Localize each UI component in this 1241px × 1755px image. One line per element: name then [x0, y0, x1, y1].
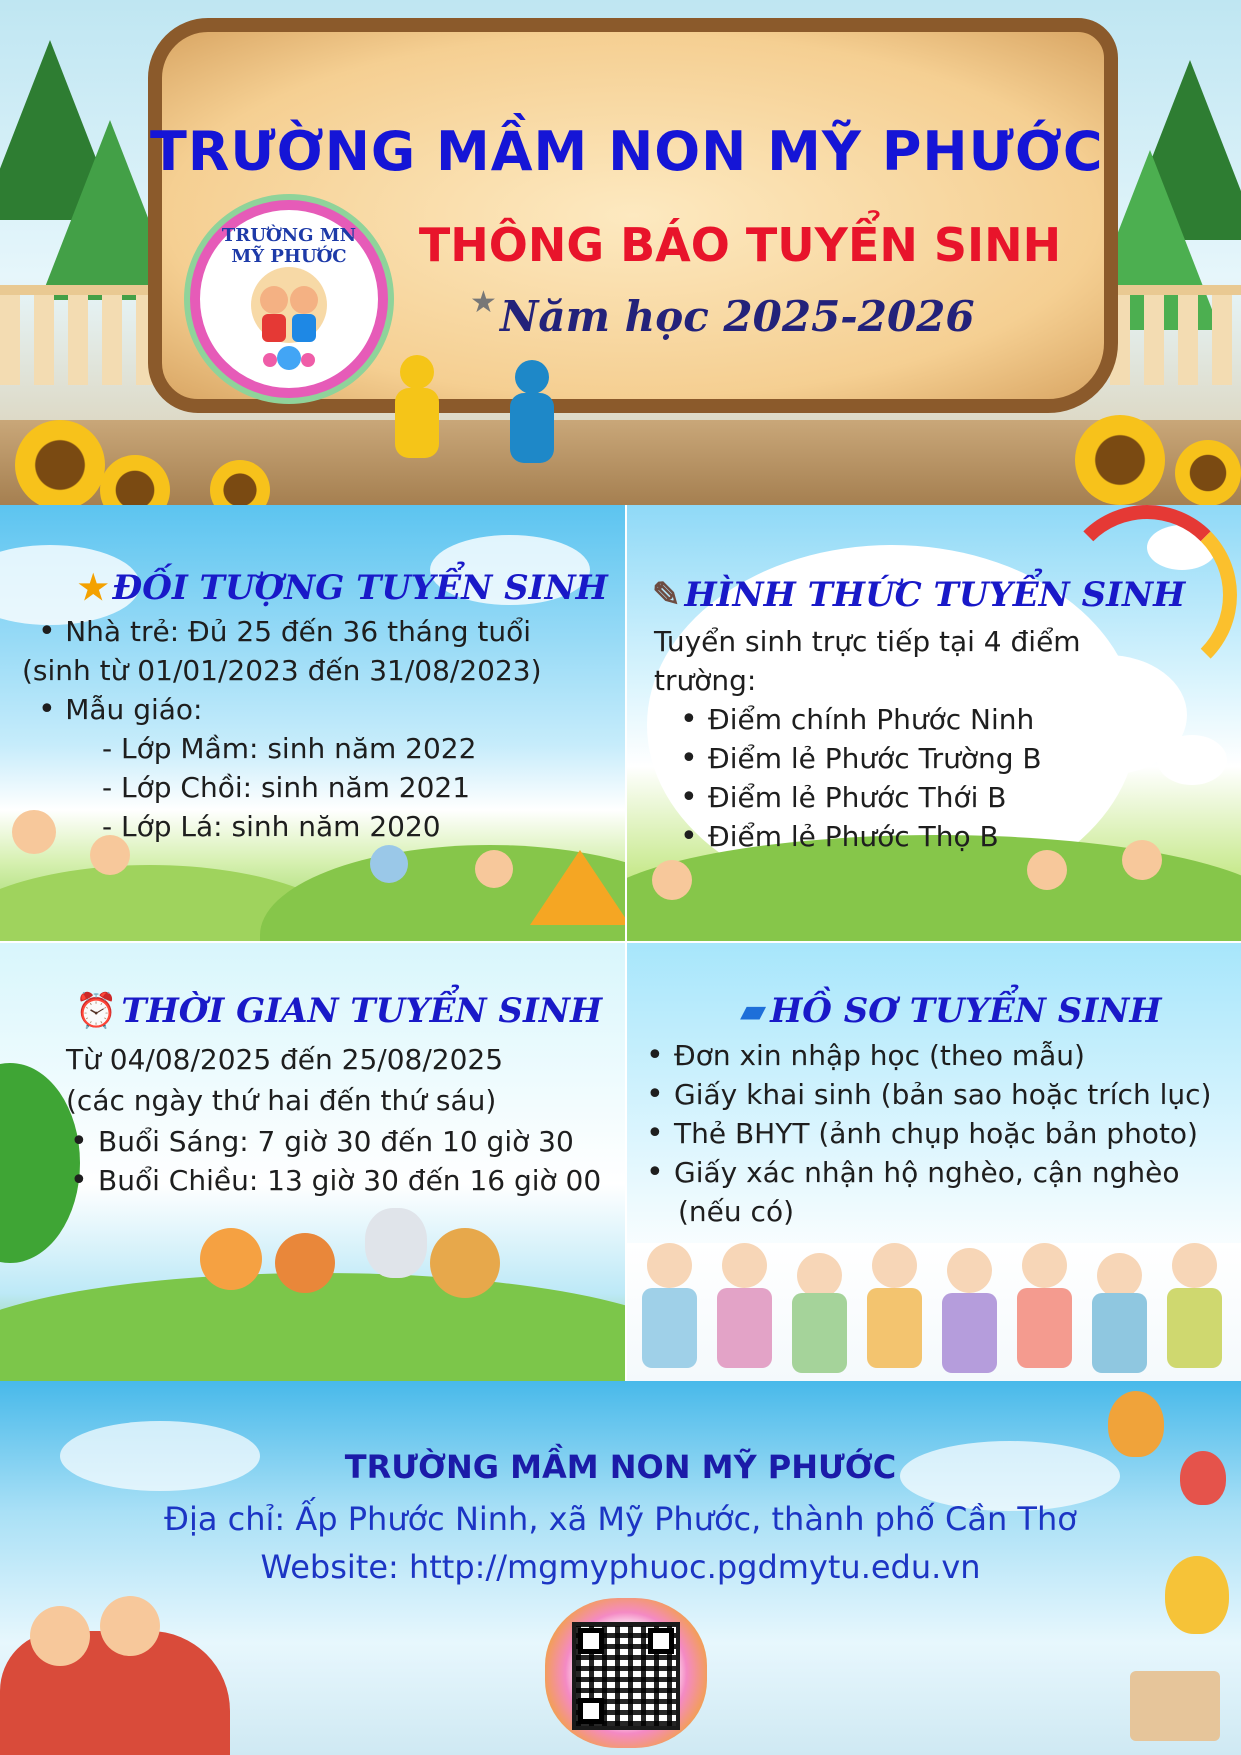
alarm-clock-icon: ⏰ [75, 991, 118, 1031]
footer-school-name: TRƯỜNG MẦM NON MỸ PHƯỚC [344, 1448, 897, 1486]
sunflower-decoration [1175, 440, 1241, 505]
tiger-icon [200, 1228, 262, 1290]
logo-text: TRƯỜNG MN MỸ PHƯỚC [221, 225, 357, 267]
kid-silhouette-icon [510, 393, 554, 463]
list-item: • Điểm chính Phước Ninh [676, 700, 1042, 739]
target-kindergarten: • Mẫu giáo: [38, 692, 203, 727]
fence-decoration [0, 285, 160, 385]
kid-illustration-icon [475, 850, 513, 888]
kid-illustration-icon [642, 1288, 697, 1368]
section-documents-title: ▰ HỒ SƠ TUYỂN SINH [740, 991, 1162, 1031]
ground-decoration [0, 420, 1241, 505]
target-nursery: • Nhà trẻ: Đủ 25 đến 36 tháng tuổi [38, 614, 532, 649]
kid-silhouette-icon [395, 388, 439, 458]
documents-item-note: (nếu có) [678, 1195, 794, 1228]
star-icon: ★ [470, 285, 497, 320]
kid-illustration-icon [652, 860, 692, 900]
list-item: • Đơn xin nhập học (theo mẫu) [642, 1036, 1211, 1075]
kid-silhouette-icon [515, 360, 549, 394]
fence-decoration [1110, 285, 1241, 385]
kid-silhouette-icon [400, 355, 434, 389]
target-nursery-range: (sinh từ 01/01/2023 đến 31/08/2023) [22, 654, 542, 687]
section-time-title: ⏰ THỜI GIAN TUYỂN SINH [75, 991, 603, 1031]
list-item: • Điểm lẻ Phước Thọ B [676, 817, 1042, 856]
kid-illustration-icon [647, 1243, 692, 1288]
zebra-icon [365, 1208, 427, 1278]
list-item: • Giấy khai sinh (bản sao hoặc trích lục) [642, 1075, 1211, 1114]
target-class-la: - Lớp Lá: sinh năm 2020 [102, 810, 441, 843]
sunflower-decoration [1075, 415, 1165, 505]
tent-icon [530, 850, 625, 925]
section-target-title: ★ ĐỐI TƯỢNG TUYỂN SINH [78, 568, 608, 608]
list-item: • Điểm lẻ Phước Trường B [676, 739, 1042, 778]
footer-address: Địa chỉ: Ấp Phước Ninh, xã Mỹ Phước, thành phố Cần Thơ [164, 1500, 1077, 1538]
lion-icon [430, 1228, 500, 1298]
section-method-title: ✎ HÌNH THỨC TUYỂN SINH [652, 575, 1186, 615]
list-item: • Buổi Sáng: 7 giờ 30 đến 10 giờ 30 [66, 1122, 601, 1161]
kid-illustration-icon [12, 810, 56, 854]
kid-jumprope-icon [1122, 840, 1162, 880]
list-item: • Điểm lẻ Phước Thới B [676, 778, 1042, 817]
notice-title: THÔNG BÁO TUYỂN SINH [418, 218, 1062, 272]
list-item: • Giấy xác nhận hộ nghèo, cận nghèo [642, 1153, 1211, 1192]
list-item: • Thẻ BHYT (ảnh chụp hoặc bản photo) [642, 1114, 1211, 1153]
kid-illustration-icon [30, 1606, 90, 1666]
time-range: Từ 04/08/2025 đến 25/08/2025 [66, 1043, 504, 1076]
documents-list [642, 1036, 1211, 1192]
target-class-choi: - Lớp Chồi: sinh năm 2021 [102, 771, 471, 804]
star-icon: ★ [78, 568, 109, 608]
kid-illustration-icon [1027, 850, 1067, 890]
target-class-mam: - Lớp Mầm: sinh năm 2022 [102, 732, 477, 765]
footer-website-link[interactable]: Website: http://mgmyphuoc.pgdmytu.edu.vn [260, 1548, 981, 1586]
memo-icon: ✎ [652, 575, 681, 615]
list-item: • Buổi Chiều: 13 giờ 30 đến 16 giờ 00 [66, 1161, 601, 1200]
kids-row-decoration [627, 1243, 1241, 1381]
qr-code-icon[interactable] [572, 1622, 680, 1730]
method-intro-cont: trường: [654, 664, 757, 697]
time-session-list [66, 1122, 601, 1200]
method-intro: Tuyển sinh trực tiếp tại 4 điểm [654, 625, 1081, 658]
school-year: Năm học 2025-2026 [500, 292, 975, 341]
method-location-list [676, 700, 1042, 856]
house-icon [1130, 1671, 1220, 1741]
sunflower-decoration [15, 420, 105, 505]
kid-cyclist-icon [370, 845, 408, 883]
school-title: TRƯỜNG MẦM NON MỸ PHƯỚC [150, 120, 1104, 183]
time-days: (các ngày thứ hai đến thứ sáu) [66, 1084, 497, 1117]
deer-icon [275, 1233, 335, 1293]
folder-icon: ▰ [740, 991, 767, 1031]
